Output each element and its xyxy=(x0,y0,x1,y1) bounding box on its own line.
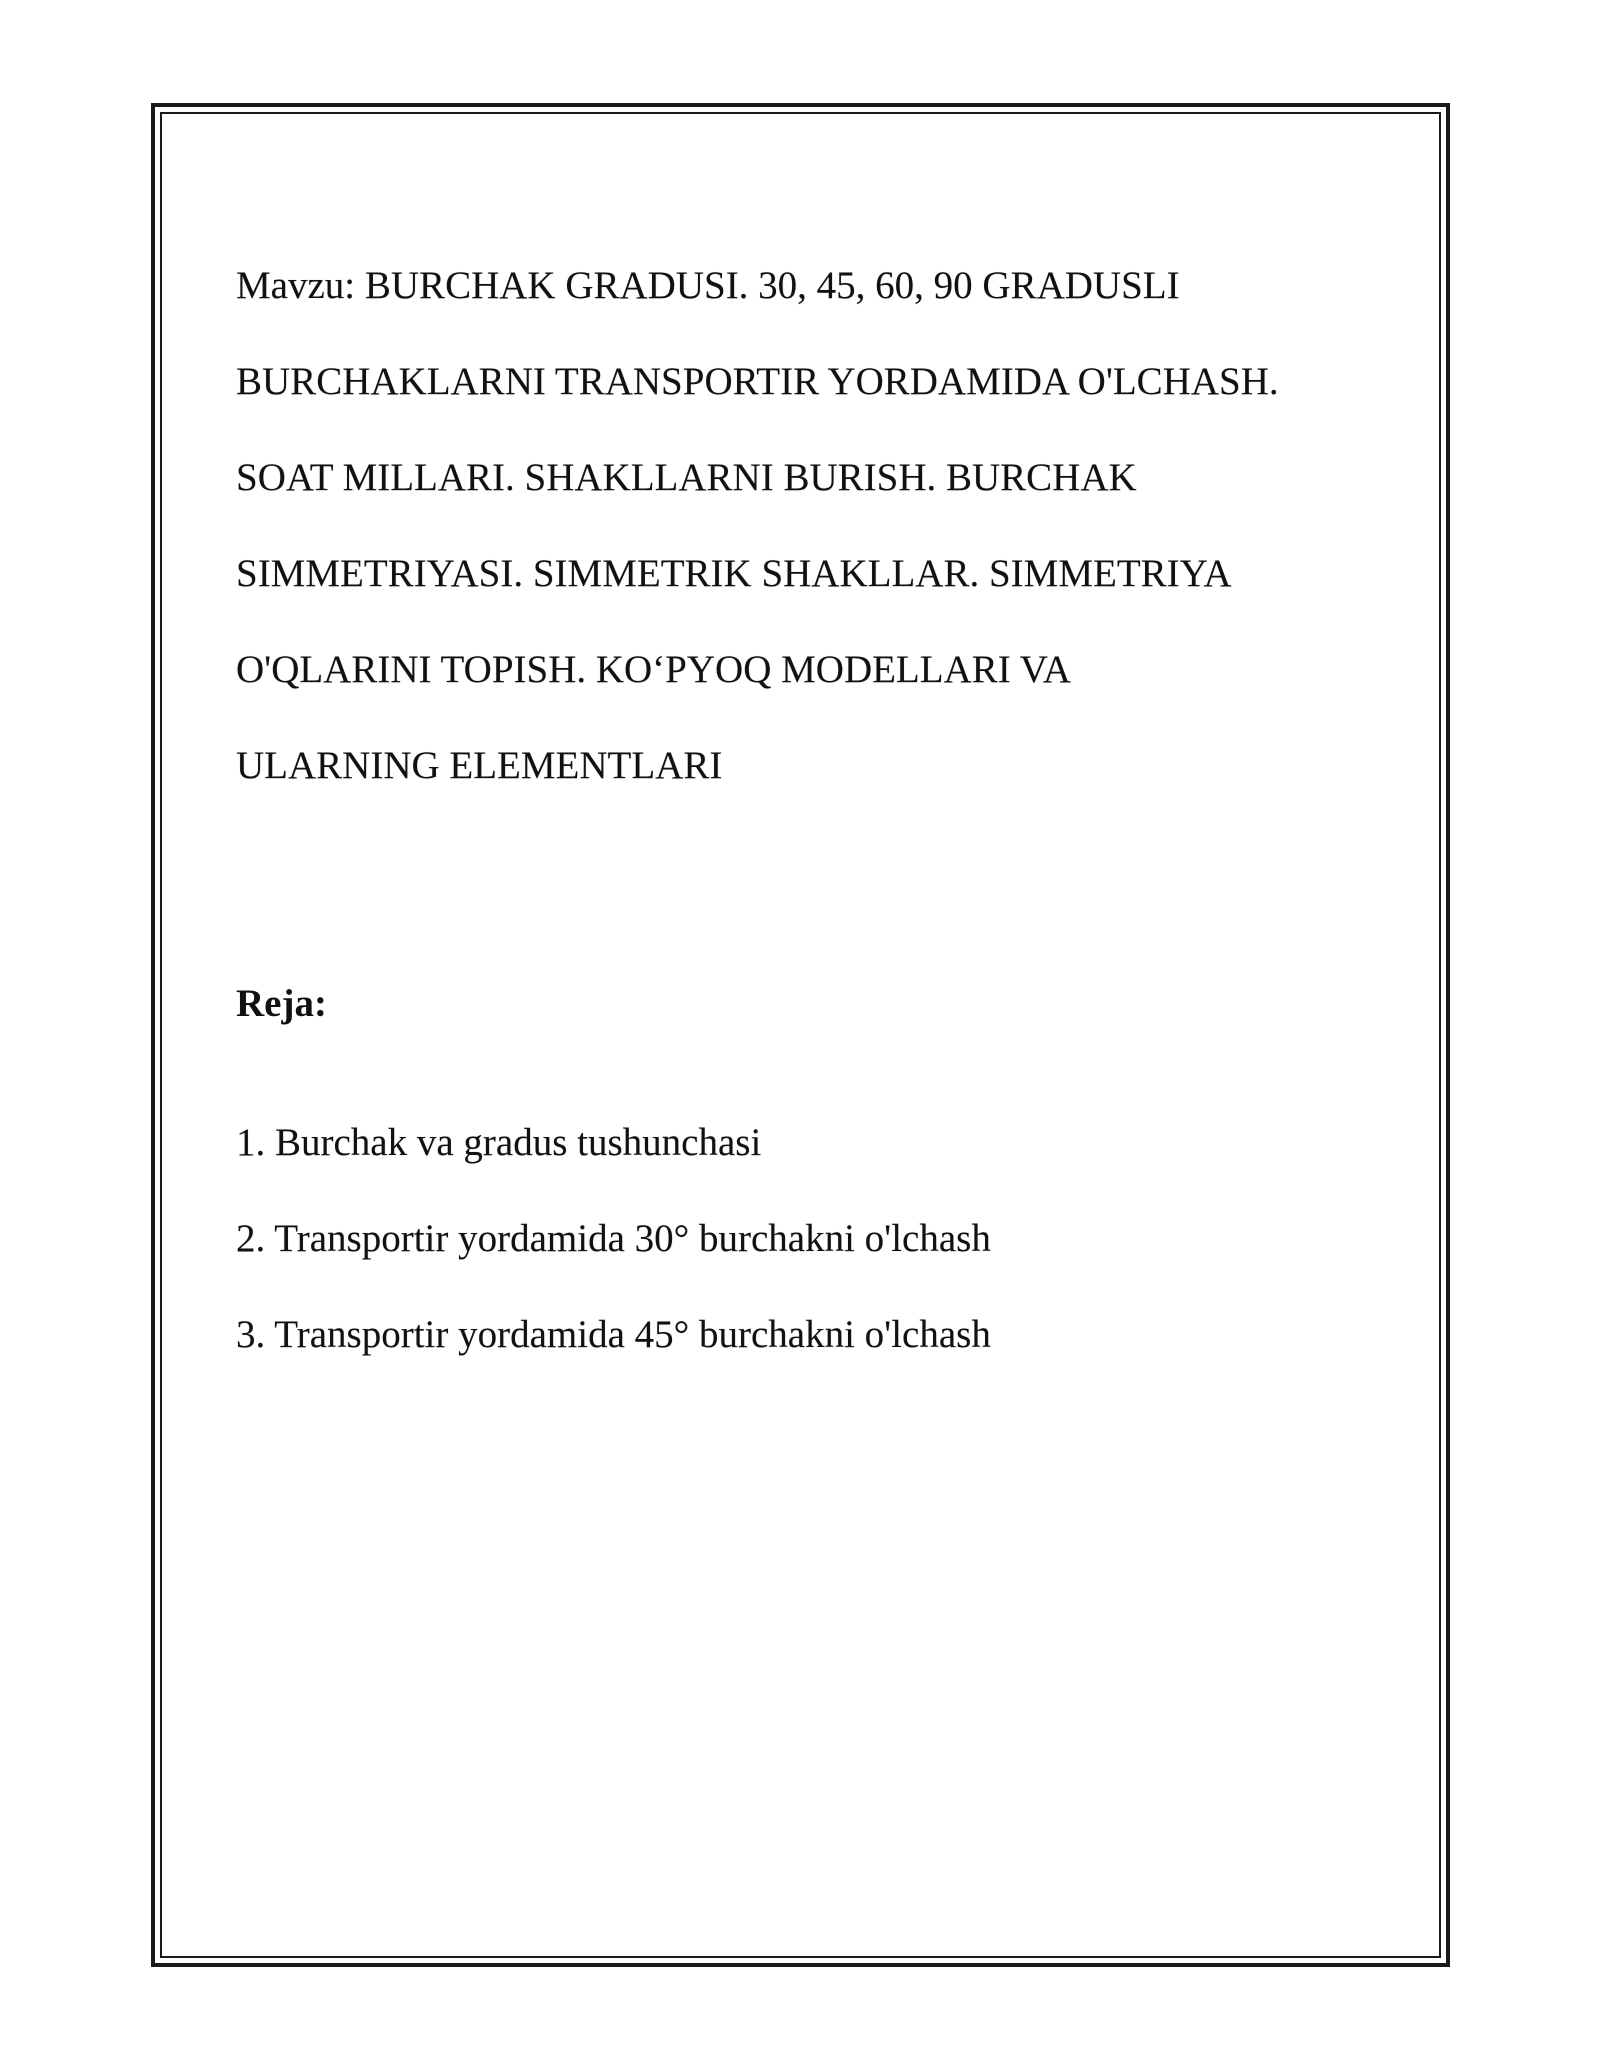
topic-line: O'QLARINI TOPISH. KO‘PYOQ MODELLARI VA xyxy=(236,648,1072,691)
topic-line: SIMMETRIYASI. SIMMETRIK SHAKLLAR. SIMMETRIYA xyxy=(236,552,1232,595)
plan-heading: Reja: xyxy=(236,982,327,1025)
plan-item: 3. Transportir yordamida 45° burchakni o'lchash xyxy=(236,1313,991,1356)
plan-list xyxy=(236,1095,991,1383)
plan-item: 1. Burchak va gradus tushunchasi xyxy=(236,1121,762,1164)
topic-line: SOAT MILLARI. SHAKLLARNI BURISH. BURCHAK xyxy=(236,456,1137,499)
plan-item: 2. Transportir yordamida 30° burchakni o'lchash xyxy=(236,1217,991,1260)
topic-block xyxy=(236,238,1376,814)
topic-line: ULARNING ELEMENTLARI xyxy=(236,744,723,787)
topic-line: Mavzu: BURCHAK GRADUSI. 30, 45, 60, 90 GRADUSLI xyxy=(236,264,1180,307)
topic-line: BURCHAKLARNI TRANSPORTIR YORDAMIDA O'LCHASH. xyxy=(236,360,1279,403)
